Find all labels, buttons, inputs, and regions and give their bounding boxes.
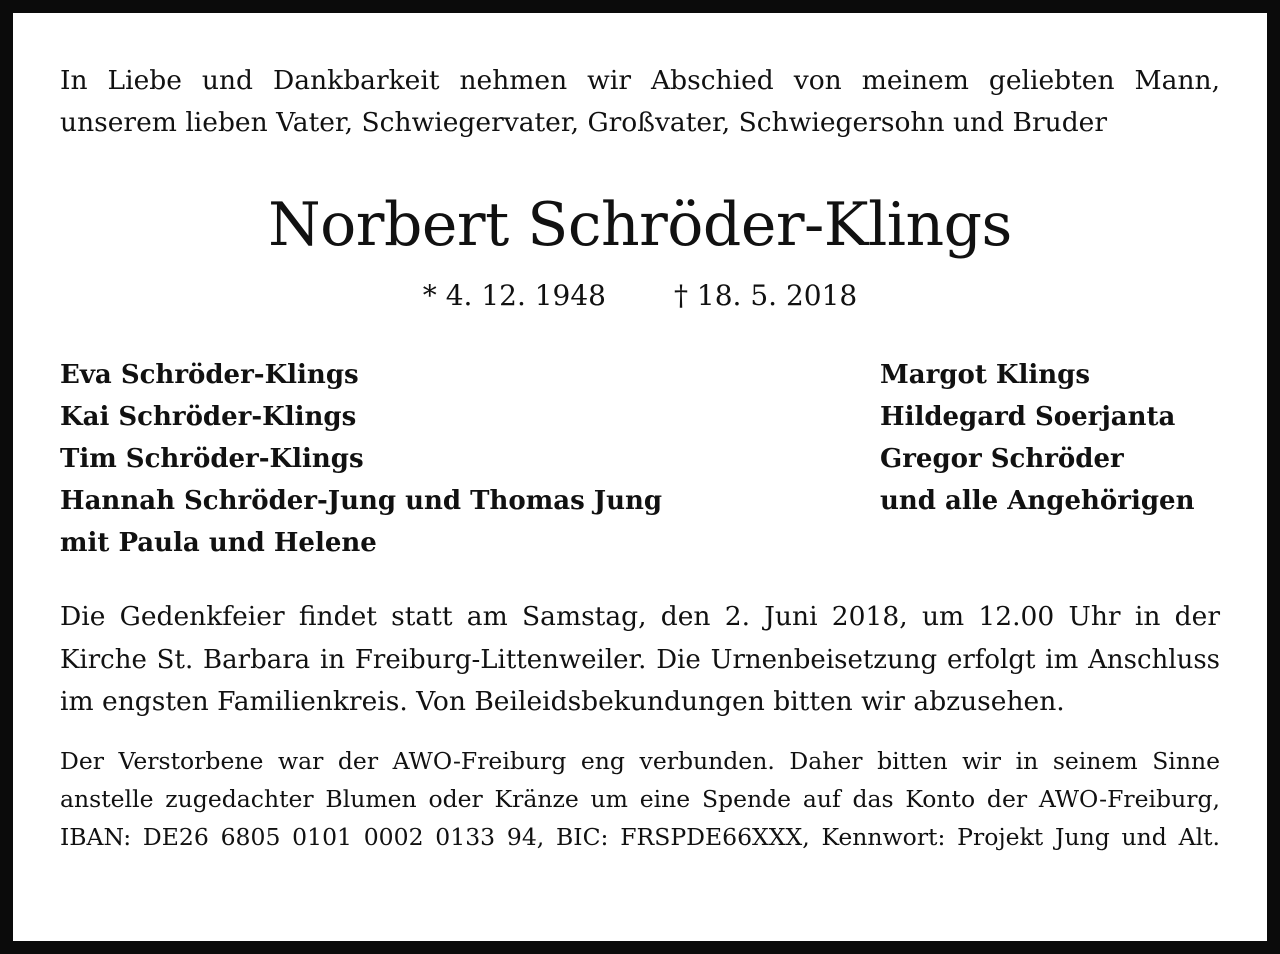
memorial-service-text — [60, 596, 1220, 724]
mourner-name: Tim Schröder-Klings — [60, 444, 364, 474]
mourner-name: und alle Angehörigen — [880, 486, 1195, 516]
mourners-left-column — [60, 354, 662, 564]
mourner-name: mit Paula und Helene — [60, 528, 377, 558]
service-line-1: Die Gedenkfeier findet statt am Samstag, den 2. Juni 2018, um 12.00 Uhr in der — [60, 601, 1220, 632]
service-line-3: im engsten Familienkreis. Von Beileidsbekundungen bitten wir abzusehen. — [60, 686, 1065, 717]
mourner-name: Margot Klings — [880, 360, 1090, 390]
mourners-list — [60, 354, 1220, 564]
intro-text — [60, 60, 1220, 144]
donation-line-1: Der Verstorbene war der AWO-Freiburg eng verbunden. Daher bitten wir in seinem Sinne — [60, 746, 1220, 775]
birth-date: * 4. 12. 1948 — [422, 279, 606, 312]
death-date: † 18. 5. 2018 — [674, 279, 858, 312]
mourner-name: Eva Schröder-Klings — [60, 360, 359, 390]
mourner-name: Gregor Schröder — [880, 444, 1124, 474]
notice-content — [60, 60, 1220, 856]
intro-line-2: unserem lieben Vater, Schwiegervater, Großvater, Schwiegersohn und Bruder — [60, 107, 1108, 138]
life-dates — [60, 278, 1220, 314]
mourner-name: Kai Schröder-Klings — [60, 402, 357, 432]
donation-line-3: IBAN: DE26 6805 0101 0002 0133 94, BIC: FRSPDE66XXX, Kennwort: Projekt Jung und Alt. — [60, 822, 1220, 851]
donation-line-2: anstelle zugedachter Blumen oder Kränze um eine Spende auf das Konto der AWO-Freiburg, — [60, 784, 1220, 813]
intro-line-1: In Liebe und Dankbarkeit nehmen wir Abschied von meinem geliebten Mann, — [60, 65, 1220, 96]
service-line-2: Kirche St. Barbara in Freiburg-Littenweiler. Die Urnenbeisetzung erfolgt im Anschluss — [60, 644, 1220, 675]
mourner-name: Hildegard Soerjanta — [880, 402, 1176, 432]
deceased-name: Norbert Schröder-Klings — [268, 190, 1012, 260]
mourners-right-column — [880, 354, 1194, 522]
donation-text — [60, 742, 1220, 856]
mourner-name: Hannah Schröder-Jung und Thomas Jung — [60, 486, 663, 516]
